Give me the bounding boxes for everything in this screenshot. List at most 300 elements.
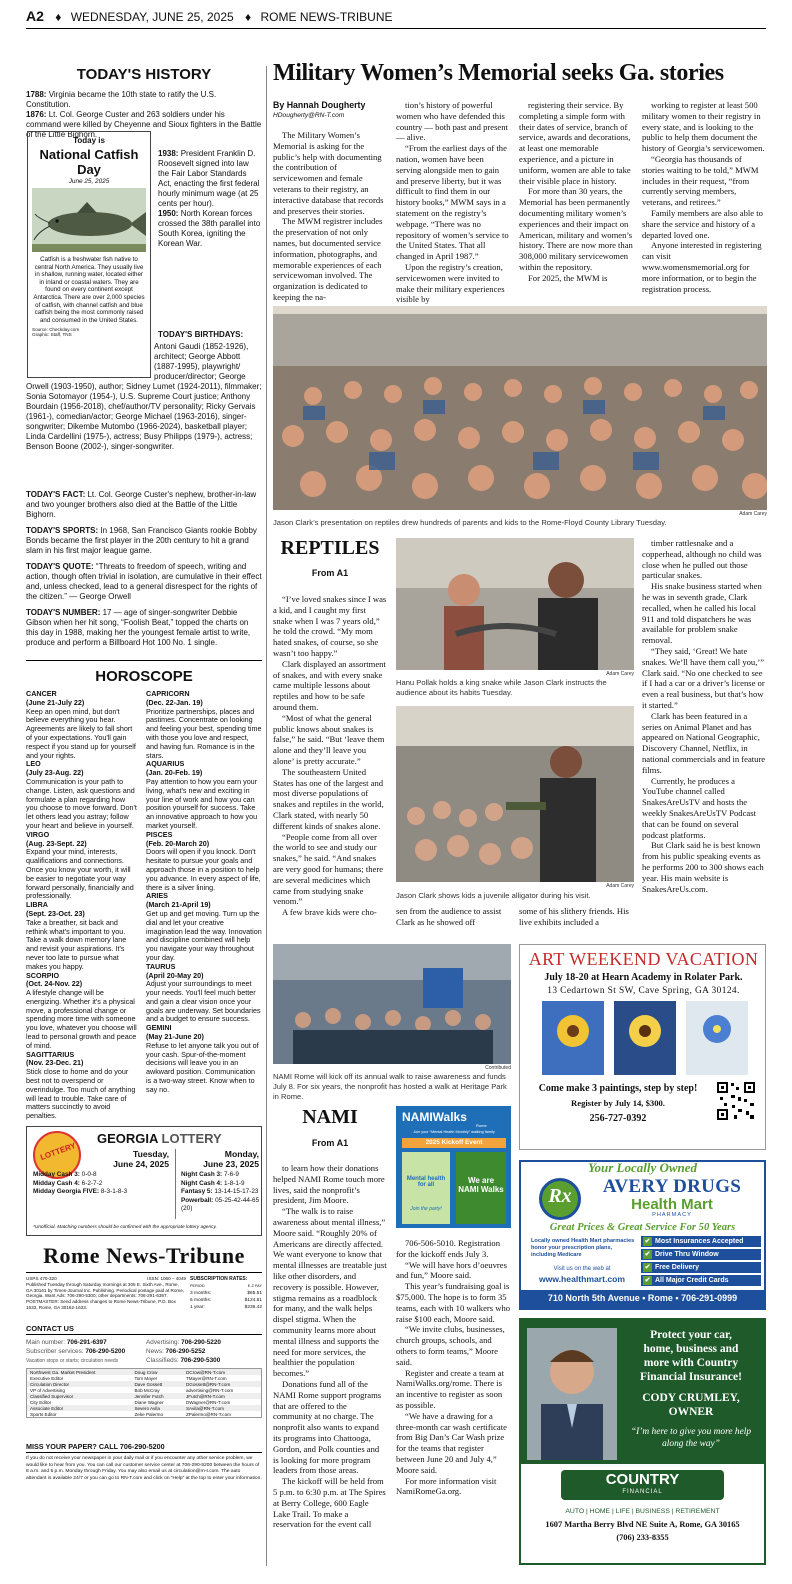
avery-bullet	[641, 1236, 761, 1247]
rate-price: $236.42	[244, 1305, 262, 1310]
paragraph: Register and create a team at NamiWalks.org/rome. There is an incentive to register as soon as possible.	[396, 1367, 505, 1410]
sign-dates: (Dec. 22-Jan. 19)	[146, 697, 203, 707]
history-extra	[26, 490, 262, 654]
paragraph: “We have a drawing for a three-month car wash certificate from Big Dan’s Car Wash prize for the teams that register between June 20 and July 4,” Moore said.	[396, 1410, 507, 1475]
subscription-rates	[190, 1276, 262, 1311]
country-address: 1607 Martha Berry Blvd NE Suite A, Rome, GA 30165	[545, 1520, 740, 1529]
rate-period: 3 months:	[190, 1291, 212, 1296]
reptiles-jump: From A1	[311, 568, 349, 578]
staff-row	[27, 1411, 261, 1417]
horoscope-sign	[26, 972, 138, 1051]
nami-col-2	[396, 1238, 511, 1497]
nami-jump: From A1	[311, 1138, 349, 1148]
sign-text: Communication is your path to change. Listen, ask questions and formulate a plan regarding how you choose to move forward. Don't let others lead you astray; follow your heart and believe in yourself.	[26, 776, 137, 830]
photo-caption: NAMI Rome will kick off its annual walk to raise awareness and funds July 8. For six years, the nonprofit has hosted a walk at Heritage Park in Rome.	[273, 1072, 507, 1101]
pitch-line: home, business and	[643, 1343, 739, 1355]
lottery-row	[33, 1171, 171, 1180]
masthead-name: Rome News-Tribune	[43, 1243, 245, 1268]
paragraph: “I’ve loved snakes since I was a kid, and I caught my first snake when I was 7 years old,” he told the crowd. “My mom hated snakes, of course, so she wasn’t too happy.”	[273, 594, 387, 658]
rate-row	[190, 1304, 262, 1311]
reptile-crowd-photo	[273, 306, 767, 510]
sign-text: Pay attention to how you earn your living, what's new and exciting in your line of work and how you can position yourself for success. Take an innovative approach to how you market yourself.	[146, 776, 258, 830]
sub-col: E-Z PAY	[247, 1284, 262, 1288]
paragraph: 706-506-5010. Registration for the kickoff ends July 3.	[396, 1238, 500, 1259]
sign-dates: (July 23-Aug. 22)	[26, 768, 84, 778]
agent-title: OWNER	[668, 1406, 714, 1418]
paragraph: The kickoff will be held from 5 p.m. to 6:30 p.m. at The Spires at Berry College, 600 Eagle Lake Trail. To make a reservation for the event call	[273, 1476, 386, 1530]
staff-cell: Severo Avila	[134, 1405, 160, 1411]
art-register: Register by July 14, $300.	[571, 1098, 665, 1108]
paragraph: “They said, ‘Great! We hate snakes. We’ll have them call you,’” Clark said. “No one checked to see if I had a car or a driver’s license or even a real business, but that’s how it started.”	[642, 645, 765, 710]
staff-cell: Circulation Director	[30, 1381, 70, 1387]
sports-text: In 1968, San Francisco Giants rookie Bobby Bonds became the first player in the 20th century to hit a grand slam in his first major league game.	[26, 526, 257, 555]
sign-text: Prioritize partnerships, places and pastimes. Concentrate on looking and feeling your best, spending time with those you love and respect, and having fun. Romance is in the stars.	[146, 706, 262, 760]
lottery-results-right	[181, 1171, 261, 1214]
lottery-row	[181, 1171, 261, 1180]
check-icon: ✔	[644, 1251, 651, 1258]
sign-name: LIBRA	[26, 900, 48, 910]
catfish-text: Catfish is a freshwater fish native to central North America. They usually live in shallow, running water, located either in inland or coastal waters. They are found on every continent except Antarctica. There are over 2,000 species of catfish, with channel catfish and blue catfish being the most commonly raised and consumed in the United States.	[33, 256, 145, 324]
paragraph: Clark has been featured in a series on Animal Planet and has appeared on National Geographic, Discovery Channel, Netflix, in national commercials and in feature films.	[642, 710, 766, 775]
sub-heading: SUBSCRIPTION RATES:	[190, 1276, 248, 1282]
country-lines: AUTO | HOME | LIFE | BUSINESS | RETIREMENT	[565, 1508, 720, 1515]
number-text: 17 — age of singer-songwriter Debbie Gibson when her hit song, “Foolish Beat,” topped the charts on this day in 1988, making her the youngest female artist to write, produce and perform a Billboard Hot 100 No. 1 single.	[26, 608, 251, 647]
country-phone: (706) 233-8355	[616, 1533, 669, 1542]
todays-history	[26, 66, 262, 83]
photo-credit: Adam Carey	[606, 883, 634, 889]
staff-cell: Tom Mayer	[134, 1375, 158, 1381]
day2-name: Monday,	[224, 1149, 259, 1159]
military-col-3	[519, 100, 633, 284]
lottery-title-ga: GEORGIA	[97, 1131, 162, 1146]
paragraph: His snake business started when he was in seventh grade, Clark recalled, when he called his local 911 and told dispatchers he was available for problem snake removal.	[642, 581, 762, 646]
lottery-row	[33, 1180, 171, 1189]
sports-heading: TODAY'S SPORTS:	[26, 526, 99, 535]
lottery-results-left	[33, 1171, 171, 1197]
game-name: Midday Georgia FIVE:	[33, 1188, 100, 1196]
paragraph: Family members are also able to share the service and history of a departed loved one.	[642, 207, 763, 240]
healthmart: Health Mart	[631, 1196, 713, 1213]
paragraph: For 2025, the MWM is	[528, 272, 608, 283]
staff-cell: DCrow@RN-T.com	[185, 1369, 226, 1375]
sign-name: TAURUS	[146, 961, 176, 971]
staff-cell: Associate Editor	[30, 1405, 64, 1411]
sign-text: Stick close to home and do your best not to overspend or overindulge. Too much of anything will lead to trouble. Take care of matters succinctly to avoid penalties.	[26, 1067, 136, 1121]
game-result: 7-6-9	[223, 1171, 239, 1178]
page-number: A2	[26, 8, 44, 24]
staff-row	[27, 1381, 261, 1387]
paragraph: For more information visit NamiRomeGa.org.	[396, 1475, 497, 1497]
horoscope-sign	[26, 690, 138, 760]
lottery-note: *Unofficial. Matching numbers should be confirmed with the appropriate lottery agency.	[33, 1225, 217, 1230]
phone-row	[146, 1347, 262, 1356]
photo-caption: Jason Clark’s presentation on reptiles drew hundreds of parents and kids to the Rome-Floyd County Library Tuesday.	[273, 518, 667, 527]
paragraph: “Most of what the general public knows about snakes is false,” he said. “But ‘leave them alone and they’ll leave you alone’ is pretty accurate.”	[273, 712, 385, 766]
phone-label: Vacation stops or starts; circulation needs	[26, 1358, 119, 1364]
check-icon: ✔	[644, 1238, 651, 1245]
staff-cell: VP of Advertising	[30, 1387, 65, 1393]
contact-heading: CONTACT US	[26, 1324, 74, 1333]
lottery-row	[181, 1188, 261, 1197]
military-headline: Military Women’s Memorial seeks Ga. stories	[273, 60, 724, 86]
phone-row	[26, 1338, 142, 1347]
country-pitch	[621, 1328, 761, 1384]
sign-text: A lifestyle change will be energizing. Whether it's a physical move, a professional change or spending more time with someone you love, whatever you choose will lead to personal growth and peace of mind.	[26, 988, 137, 1050]
sign-dates: (May 21-June 20)	[146, 1032, 204, 1042]
lottery-title	[97, 1131, 222, 1146]
sign-name: SAGITTARIUS	[26, 1049, 75, 1059]
staff-cell: SAvila@RN-T.com	[185, 1405, 224, 1411]
paragraph: For more than 30 years, the Memorial has been permanently documenting military women’s experiences and their impact on American, military and women’s history. There are now more than 308,000 military servicewomen within the repository.	[519, 186, 633, 272]
sign-name: LEO	[26, 759, 41, 769]
sign-dates: (Aug. 23-Sept. 22)	[26, 838, 87, 848]
staff-cell: Dave Gossett	[134, 1381, 163, 1387]
sign-dates: (March 21-April 19)	[146, 900, 211, 910]
avery-name: AVERY DRUGS	[602, 1176, 742, 1197]
sign-text: Get up and get moving. Turn up the dial and let your creative imagination lead the way. Innovation and discipline combined will help you navigate your way throughout your day.	[146, 908, 262, 962]
horoscope-right	[146, 690, 262, 1095]
horoscope-title: HOROSCOPE	[95, 668, 193, 685]
horoscope-sign	[146, 892, 262, 962]
sign-name: ARIES	[146, 891, 168, 901]
staff-cell: advertising@RN-T.com	[185, 1387, 234, 1393]
phone-number: 706-290-5200	[85, 1348, 126, 1355]
event-text: North Korean forces crossed the 38th parallel into South Korea, igniting the Korean War.	[158, 209, 261, 248]
lottery-title-word: LOTTERY	[161, 1131, 222, 1146]
sign-text: Refuse to let anyone talk you out of your cash. Spur-of-the-moment decisions will leave you in an awkward position. Communication is a two-way street. Know when to say no.	[146, 1040, 259, 1094]
page-header: A2 ♦ WEDNESDAY, JUNE 25, 2025 ♦ ROME NEWS-TRIBUNE	[26, 8, 393, 24]
paragraph: “We will have hors d’oeuvres and fun,” Moore said.	[396, 1259, 507, 1281]
paragraph: tion’s history of powerful women who have defended this country — both past and present — alive.	[396, 100, 508, 143]
staff-cell: Executive Editor	[30, 1375, 64, 1381]
staff-cell: Diane Wagner	[134, 1399, 164, 1405]
para: some of his slithery friends. His live exhibits included a	[519, 906, 629, 927]
horoscope-sign	[26, 901, 138, 971]
number-heading: TODAY'S NUMBER:	[26, 608, 101, 617]
avery-bullet	[641, 1262, 761, 1273]
phone-label: News:	[146, 1348, 164, 1355]
avery-address: 710 North 5th Avenue • Rome • 706-291-0999	[547, 1293, 738, 1303]
event-year: 1950:	[158, 209, 179, 218]
event-year: 1788:	[26, 90, 47, 99]
phone-row	[26, 1356, 142, 1366]
paragraph: The southeastern United States has one of the largest and most diverse populations of snakes and reptiles in the world, Clark stated, with nearly 50 different kinds of snakes alone.	[273, 766, 384, 831]
staff-table-box	[26, 1368, 262, 1418]
phone-label: Main number:	[26, 1339, 66, 1346]
rate-price: $124.61	[244, 1298, 262, 1303]
day-date: June 25, 2025	[68, 178, 110, 185]
publication-info: Published Tuesday through Saturday mornings at 305 E. Sixth Ave., Rome, GA 30161 by Times-Journal Inc. Publishing. Periodical postage paid at Rome, Georgia. Want Ads: 706-290-5300; other departments: 706-291-6397. POSTMASTER: Send address changes to Rome News-Tribune, P.O. Box 1633, Rome, GA 30162-1633.	[26, 1281, 185, 1310]
agent-photo	[527, 1328, 617, 1460]
flyer-art	[402, 1152, 450, 1224]
paragraph: Clark displayed an assortment of snakes, and with every snake came multiple lessons about reptiles and how to be safe around them.	[273, 658, 386, 712]
king-snake-photo	[396, 538, 634, 670]
agent-quote: “I’m here to give you more help along the way”	[630, 1427, 752, 1449]
reptiles-col-2	[396, 906, 510, 928]
avery-drugs-ad	[519, 1160, 766, 1310]
game-result: 0-0-8	[81, 1171, 97, 1178]
game-result: 05-25-42-44-65 (20)	[181, 1196, 260, 1213]
photo-credit: Adam Carey	[739, 511, 767, 517]
paragraph: A few brave kids were cho-	[282, 907, 377, 918]
reptiles-head: REPTILES	[280, 537, 380, 559]
issn: ISSN: 1060 – 4049	[147, 1276, 186, 1281]
agent-name: CODY CRUMLEY,	[642, 1392, 740, 1404]
photo-caption: Hanu Pollak holds a king snake while Jason Clark instructs the audience about its habits Tuesday.	[396, 678, 607, 697]
reptiles-col-4	[642, 538, 766, 894]
phone-label: Subscriber services:	[26, 1348, 84, 1355]
sign-dates: (April 20-May 20)	[146, 970, 204, 980]
pharmacy-word: PHARMACY	[652, 1212, 692, 1218]
phone-number: 706-290-5252	[165, 1348, 206, 1355]
sign-dates: (Feb. 20-March 20)	[146, 838, 210, 848]
event-year: 1876:	[26, 110, 47, 119]
military-col-1	[273, 130, 387, 303]
phone-row	[26, 1347, 142, 1356]
issue-date: WEDNESDAY, JUNE 25, 2025	[70, 10, 234, 24]
rate-row	[190, 1297, 262, 1304]
phone-number: 706-290-5300	[180, 1357, 221, 1364]
staff-cell: City Editor	[30, 1399, 52, 1405]
lottery-row	[181, 1180, 261, 1189]
birthdays-heading: TODAY'S BIRTHDAYS:	[158, 330, 244, 339]
birthdays-block	[26, 342, 262, 452]
sign-text: Keep an open mind, but don't believe everything you hear. Agreements are likely to fall short of your expectations. You'll gain respect if you stand up for yourself and your rights.	[26, 706, 136, 760]
game-result: 1-8-1-9	[223, 1179, 245, 1187]
flyer-left: Mental health for all	[406, 1176, 446, 1188]
day1-name: Tuesday,	[133, 1149, 169, 1159]
paragraph: This year’s fundraising goal is $75,000. The hope is to form 35 teams, each with 10 walkers who raise $100 each, Moore said.	[396, 1281, 511, 1324]
avery-owned: Your Locally Owned	[587, 1160, 698, 1175]
art-cta: Come make 3 paintings, step by step!	[538, 1083, 698, 1094]
military-col-2	[396, 100, 510, 305]
birthdays-text: Antoni Gaudi (1852-1926), architect; George Abbott (1887-1995), playwright/ producer/director; George Orwell (1903-1950), author; Sidney Lumet (1924-2011), filmmaker; Sonia Sotomayor (1954-), U.S. Supreme Court justice; Anthony Bourdain (1956-2018), chef/author/TV personality; Ricky Gervais (1961-), comedian/actor; George Michael (1963-2016), singer-songwriter; Dikembe Mutombo (1966-2024), basketball player; Linda Cardellini (1975-), actress; Busy Philipps (1979-), actress; Benson Boone (2002-), singer-songwriter.	[26, 342, 262, 451]
nami-head: NAMI	[302, 1106, 358, 1128]
horoscope-sign	[26, 760, 138, 830]
photo-credit: Contributed	[485, 1065, 511, 1071]
game-name: Powerball:	[181, 1196, 214, 1204]
staff-cell: TMayer@RN-T.com	[185, 1375, 227, 1381]
avery-bullets	[641, 1236, 761, 1288]
para: sen from the audience to assist Clark as he showed off	[396, 906, 502, 927]
horoscope-sign	[26, 831, 138, 901]
flyer-sub: Rome	[476, 1123, 487, 1128]
nami-col-1	[273, 1163, 387, 1530]
staff-cell: DWagner@RN-T.com	[185, 1399, 231, 1405]
byline-email: HDougherty@RN-T.com	[273, 112, 345, 119]
art-line2: 13 Cedartown St SW, Cave Spring, GA 30124.	[547, 986, 740, 996]
sign-text: Adjust your surroundings to meet your needs. You'll feel much better and gain a clear vision once your goals are underway. Set boundaries and a budget to ensure success.	[146, 979, 261, 1024]
bullet-label: All Major Credit Cards	[655, 1277, 729, 1284]
history-title: TODAY'S HISTORY	[76, 66, 212, 83]
usps: USPS 470-320	[26, 1276, 57, 1281]
paragraph: “From the earliest days of the nation, women have been serving alongside men to gain and preserve liberty, but it was difficult to find them in our history books,” MWM says in a statement on the registry’s webpage. “There was no repository of women’s service to the United States. That all changed in April 1987.”	[396, 143, 509, 262]
flyer-join: Join the party!	[410, 1206, 442, 1212]
rate-price: $65.51	[247, 1291, 262, 1296]
game-name: Night Cash 3:	[181, 1171, 223, 1178]
flyer-pre: Join your “Mental Health Monthly” walking family	[413, 1130, 495, 1134]
day2-date: June 23, 2025	[203, 1159, 259, 1169]
staff-table	[27, 1369, 261, 1417]
lottery-box	[26, 1126, 262, 1236]
pitch-line: Financial Insurance!	[640, 1371, 742, 1383]
paragraph: Donations fund all of the NAMI Rome support programs that are offered to the community at no charge. The nonprofit also wants to expand its programs into Chattooga, Gordon, and Polk counties and is looking for more program leaders from those areas.	[273, 1378, 382, 1476]
staff-cell: JFutch@RN-T.com	[185, 1393, 225, 1399]
event-text: Virginia became the 10th state to ratify the U.S. Constitution.	[26, 90, 217, 109]
bullet-label: Drive Thru Window	[655, 1251, 719, 1258]
horoscope-sign	[146, 831, 262, 893]
reptiles-col-3	[519, 906, 633, 928]
phone-number: 706-291-6397	[66, 1339, 107, 1346]
paragraph: “We invite clubs, businesses, church groups, schools, and others to form teams,” Moore said.	[396, 1324, 505, 1367]
miss-paper-heading: MISS YOUR PAPER? CALL 706-290-5200	[26, 1442, 165, 1451]
game-result: 6-2-7-2	[81, 1179, 103, 1187]
bullet-label: Most Insurances Accepted	[655, 1238, 744, 1245]
event-text: President Franklin D. Roosevelt signed into law the Fair Labor Standards Act, enacting the first federal hourly minimum wage (at 25 cents per hour).	[158, 149, 260, 208]
paragraph: “People come from all over the world to see and study our snakes,” he said. “And snakes are very good for humans; there are several medicines which came from studying snake venom.”	[273, 831, 384, 907]
reptiles-col-1	[273, 594, 387, 918]
phone-number: 706-290-5220	[181, 1339, 221, 1346]
photo-caption: Jason Clark shows kids a juvenile alligator during his visit.	[396, 891, 591, 900]
game-name: Night Cash 4:	[181, 1179, 223, 1187]
flyer-brand: NAMIWalks	[402, 1110, 467, 1124]
qr-code[interactable]	[716, 1081, 756, 1121]
horoscope-left	[26, 690, 138, 1121]
staff-row	[27, 1387, 261, 1393]
masthead-info	[26, 1276, 186, 1311]
paragraph: Anyone interested in registering can visit www.womensmemorial.org for more information, or to begin the registration process.	[642, 240, 762, 294]
fact-text: Lt. Col. George Custer's nephew, brother-in-law and two younger brothers also died at the Battle of the Little Bighorn.	[26, 490, 257, 519]
history-events-right	[158, 129, 262, 249]
lottery-row	[181, 1197, 261, 1214]
avery-bullet	[641, 1249, 761, 1260]
country-logo-text: COUNTRY	[605, 1471, 680, 1488]
staff-cell: Doug Crow	[134, 1369, 158, 1375]
sign-dates: (Jan. 20-Feb. 19)	[146, 768, 203, 778]
paragraph: “Georgia has thousands of stories waiting to be told,” MWM includes in their request, “from currently serving members, veterans, and retirees.”	[642, 153, 759, 208]
paragraph: Currently, he produces a YouTube channel called SnakesAreUsTV and hosts the weekly SnakesAreUsTV Podcast that can be found on several podcast platforms.	[642, 775, 756, 840]
pitch-line: Protect your car,	[650, 1329, 732, 1341]
art-paintings	[542, 1001, 748, 1075]
horoscope-sign	[146, 760, 262, 830]
sign-dates: (Sept. 23-Oct. 23)	[26, 908, 85, 918]
sign-dates: (Nov. 23-Dec. 21)	[26, 1058, 84, 1068]
photo-credit: Adam Carey	[606, 671, 634, 677]
art-phone: 256-727-0392	[589, 1113, 647, 1124]
fact-heading: TODAY'S FACT:	[26, 490, 86, 499]
avery-visit: Visit us on the web at	[553, 1266, 611, 1272]
phone-row	[146, 1338, 262, 1347]
phone-row	[146, 1356, 262, 1365]
military-col-4	[642, 100, 766, 294]
horoscope-sign	[146, 963, 262, 1025]
staff-row	[27, 1375, 261, 1381]
paragraph: But Clark said he is best known from his public speaking events as he performs 200 to 300 shows each year. His main website is SnakesAreUs.com.	[642, 840, 764, 894]
game-name: Fantasy 5:	[181, 1188, 213, 1196]
art-vacation-ad	[519, 944, 766, 1150]
game-result: 13-14-15-17-23	[214, 1188, 259, 1196]
paragraph: The MWM registrer includes the preservation of not only names, but documented service information, photographs, and memorable experiences of each servicewoman involved. The organization is dedicated to keeping the na-	[273, 216, 383, 302]
staff-cell: Bob McCray	[134, 1387, 160, 1393]
staff-cell: Zeke Palermo	[134, 1411, 164, 1417]
paragraph: to learn how their donations helped NAMI Rome touch more lives, said the nonprofit’s president, Jim Moore.	[273, 1163, 385, 1206]
sign-name: PISCES	[146, 829, 173, 839]
catfish-graphic-credit: Graphic: Staff, TNS	[32, 332, 72, 338]
sign-dates: (Oct. 24-Nov. 22)	[26, 979, 83, 989]
quote-text: “Threats to freedom of speech, writing and action, though often trivial in isolation, are cumulative in their effect and, unless checked, lead to a general disrespect for the rights of the citizen.” — George Orwell	[26, 562, 262, 601]
horoscope-sign	[26, 1051, 138, 1121]
check-icon: ✔	[644, 1277, 651, 1284]
miss-paper-text: If you do not receive your newspaper in your daily mail or if you encounter any other service problem, we would like to hear from you. You can call our customer service center at 706-290-5200 between the hours of 8 a.m. and 5 p.m. Monday through Friday. You may also email us at circulation@rn-t.com. The auto attendant is available 24/7 or you can go to RN-T.com and click on “Help” at the top to enter your information.	[26, 1456, 262, 1481]
rate-row	[190, 1290, 262, 1297]
rx-symbol: Rx	[548, 1185, 572, 1207]
sign-text: Expand your mind, interests, qualifications and connections. Once you know your worth, it will be easier to negotiate your way forward personally, financially and professionally.	[26, 847, 134, 901]
game-name: Midday Cash 4:	[33, 1179, 80, 1187]
lottery-day2	[179, 1149, 259, 1169]
today-is: Today is	[73, 136, 105, 145]
quote-heading: TODAY'S QUOTE:	[26, 562, 94, 571]
catfish-illustration	[32, 188, 146, 252]
staff-cell: Sports Editor	[30, 1411, 57, 1417]
game-result: 8-3-1-8-3	[100, 1188, 128, 1196]
nami-photo	[273, 944, 511, 1064]
byline: By Hannah Dougherty	[273, 100, 366, 110]
sign-text: Take a breather, sit back and rethink what's important to you. Take a walk down memory lane and revisit your aspirations. It's never too late to pursue what makes you happy.	[26, 917, 127, 971]
sign-name: VIRGO	[26, 829, 50, 839]
staff-cell: Northwest Ga. Market President	[30, 1369, 96, 1375]
staff-cell: ZPalermo@RN-T.com	[185, 1411, 231, 1417]
contact-phones	[26, 1338, 142, 1366]
staff-cell: Classified Supervisor	[30, 1393, 74, 1399]
paragraph: Upon the registry’s creation, servicewomen were invited to make their military experiences visible by	[396, 261, 505, 305]
staff-cell: DGossett@RN-T.com	[185, 1381, 231, 1387]
avery-url[interactable]: www.healthmart.com	[538, 1274, 626, 1284]
lottery-row	[33, 1188, 171, 1197]
day-name: National Catfish Day	[39, 147, 139, 177]
alligator-photo	[396, 706, 634, 882]
avery-local: Locally owned Health Mart pharmacies honor your prescription plans, including Medicare	[531, 1238, 635, 1258]
paragraph: timber rattlesnake and a copperhead, although no child was close when he pulled out those particular snakes.	[642, 538, 762, 581]
paragraph: registering their service. By completing a simple form with their dates of service, branch of service, awards and decorations, at least one memorable experience, and a picture in uniform, women are able to take their visible place in history.	[519, 100, 631, 186]
horoscope-sign	[146, 1024, 262, 1094]
sign-name: CANCER	[26, 689, 57, 698]
sign-text: Doors will open if you knock. Don't hesitate to pursue your goals and approach those in a position to help you advance. In every aspect of life, there is a silver lining.	[146, 847, 261, 892]
sign-name: CAPRICORN	[146, 689, 190, 698]
contact-phones-2	[146, 1338, 262, 1365]
event-text: Lt. Col. George Custer and 263 soldiers under his command were killed by Cheyenne and Sioux fighters in the Battle of the Little Bighorn.	[26, 110, 262, 139]
country-financial-ad	[519, 1318, 766, 1565]
lottery-badge: LOTTERY	[39, 1140, 77, 1163]
catfish-source: Source: Checkday.com	[32, 327, 80, 333]
avery-bullet	[641, 1275, 761, 1286]
paragraph: “The walk is to raise awareness about mental illness,” Moore said. “Roughly 20% of Americans are directly affected. We want everyone to know that mental illnesses are treatable just like other disorders, and recovery is possible. However, stigma remains as a roadblock for many, and the walk helps dispel stigma. When the community learns more about mental illness and supports the need for more services, the healthier the population becomes.”	[273, 1206, 387, 1379]
sign-name: SCORPIO	[26, 970, 60, 980]
rate-period: 6 months:	[190, 1298, 212, 1303]
pitch-line: more with Country	[643, 1357, 739, 1369]
event-year: 1938:	[158, 149, 179, 158]
art-line1: July 18-20 at Hearn Academy in Rolater Park.	[544, 972, 743, 983]
art-title: ART WEEKEND VACATION	[528, 949, 759, 969]
sub-col: PERIOD	[190, 1284, 205, 1288]
check-icon: ✔	[644, 1264, 651, 1271]
rate-period: 1 year:	[190, 1305, 205, 1310]
game-name: Midday Cash 3:	[33, 1171, 80, 1178]
phone-label: Advertising:	[146, 1339, 180, 1346]
nami-flyer	[396, 1106, 511, 1228]
flyer-title: 2025 Kickoff Event	[425, 1139, 483, 1146]
phone-label: Classifieds:	[146, 1357, 179, 1364]
avery-slogan: Great Prices & Great Service For 50 Years	[549, 1222, 736, 1233]
